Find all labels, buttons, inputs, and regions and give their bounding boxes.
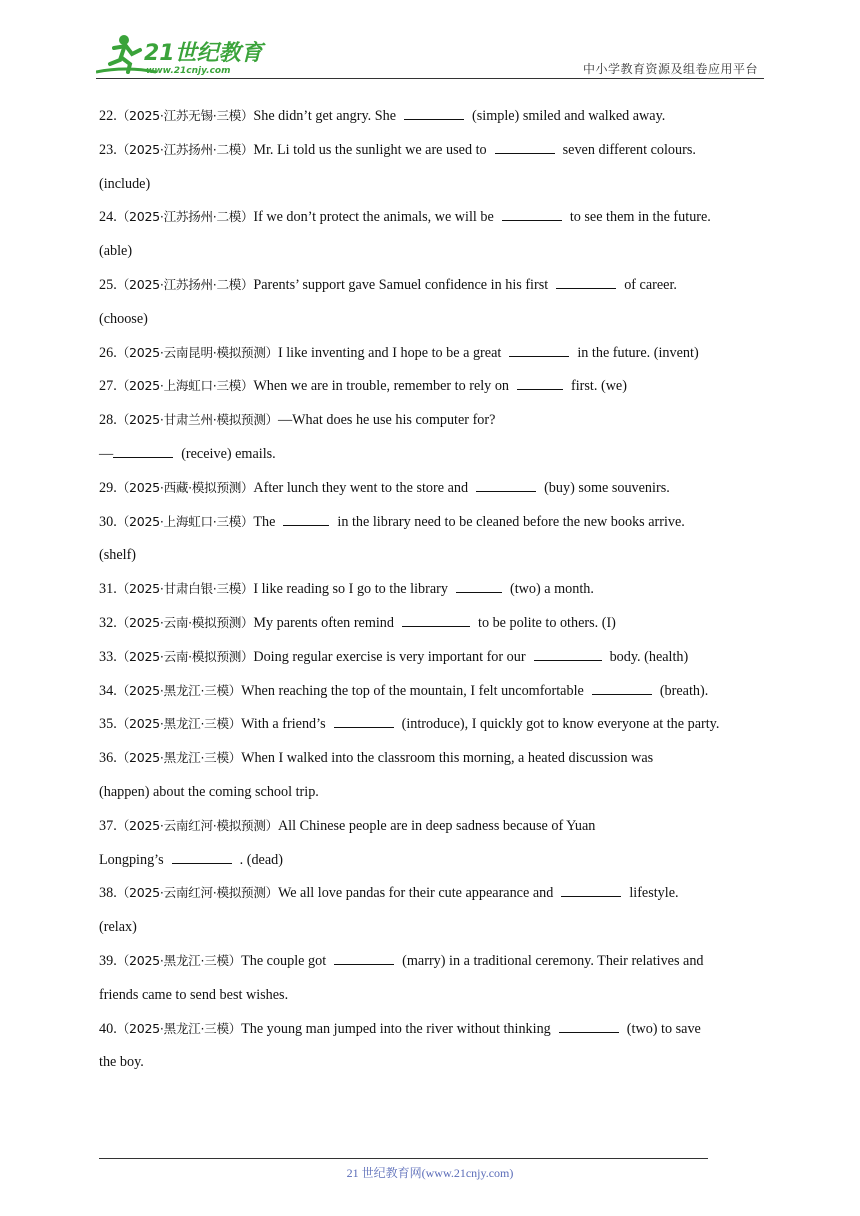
question-number: 24. bbox=[99, 209, 117, 226]
question-number: 40. bbox=[99, 1020, 117, 1037]
question-line bbox=[99, 712, 769, 746]
question-number: 33. bbox=[99, 648, 117, 665]
question-number: 22. bbox=[99, 108, 117, 124]
page-header bbox=[96, 30, 764, 79]
answer-blank[interactable] bbox=[509, 342, 569, 357]
question-hint: to be polite to others. (I) bbox=[478, 614, 616, 631]
question-line bbox=[99, 510, 769, 544]
question-hint: body. (health) bbox=[609, 648, 689, 665]
question-source: （2025·甘肃白银·三模） bbox=[116, 581, 254, 597]
question-source: （2025·江苏扬州·二模） bbox=[116, 141, 254, 157]
question-line bbox=[99, 341, 769, 375]
question-source: （2025·上海虹口·三模） bbox=[116, 378, 254, 394]
question-hint: (marry) in a traditional ceremony. Their relatives and bbox=[402, 952, 704, 969]
question-continuation bbox=[99, 915, 769, 949]
question-continuation bbox=[99, 848, 769, 882]
question-continuation bbox=[99, 239, 769, 273]
logo-icon bbox=[96, 30, 266, 76]
question-continuation bbox=[99, 172, 769, 206]
question-source: （2025·云南·模拟预测） bbox=[116, 648, 254, 664]
logo-url: www.21cnjy.com bbox=[146, 66, 231, 76]
question-text: My parents often remind bbox=[253, 614, 394, 631]
question-text: We all love pandas for their cute appearance and bbox=[277, 885, 554, 902]
question-hint: (breath). bbox=[659, 682, 709, 699]
question-number: 23. bbox=[99, 141, 117, 158]
question-number: 35. bbox=[99, 716, 117, 733]
question-continuation bbox=[99, 1050, 769, 1084]
question-line bbox=[99, 104, 769, 138]
question-source: （2025·江苏无锡·三模） bbox=[116, 108, 254, 123]
question-hint: (simple) smiled and walked away. bbox=[472, 108, 666, 124]
question-source: （2025·云南红河·模拟预测） bbox=[116, 885, 278, 901]
question-number: 31. bbox=[99, 581, 117, 598]
question-number: 38. bbox=[99, 885, 117, 902]
answer-blank[interactable] bbox=[334, 713, 394, 728]
question-line bbox=[99, 374, 769, 408]
question-hint: (buy) some souvenirs. bbox=[544, 479, 670, 496]
question-line bbox=[99, 645, 769, 679]
question-hint: (two) to save bbox=[626, 1020, 701, 1037]
question-continuation bbox=[99, 307, 769, 341]
question-text: When reaching the top of the mountain, I felt uncomfortable bbox=[241, 682, 584, 699]
question-continuation bbox=[99, 780, 769, 814]
question-source: （2025·甘肃兰州·模拟预测） bbox=[116, 412, 278, 428]
question-line bbox=[99, 881, 769, 915]
question-line bbox=[99, 1017, 769, 1051]
question-continuation bbox=[99, 543, 769, 577]
question-hint: (introduce), I quickly got to know everyone at the party. bbox=[401, 716, 720, 733]
question-line bbox=[99, 814, 769, 848]
answer-blank[interactable] bbox=[404, 105, 464, 120]
question-hint: (two) a month. bbox=[509, 581, 594, 598]
question-line bbox=[99, 577, 769, 611]
question-hint: first. (we) bbox=[571, 378, 627, 395]
question-line bbox=[99, 476, 769, 510]
question-hint: (choose) bbox=[99, 310, 148, 327]
question-number: 37. bbox=[99, 817, 117, 834]
question-line bbox=[99, 679, 769, 713]
question-hint: the boy. bbox=[99, 1054, 144, 1071]
footer-divider bbox=[99, 1158, 708, 1159]
answer-blank[interactable] bbox=[561, 882, 621, 897]
question-hint: (shelf) bbox=[99, 547, 137, 564]
question-continuation bbox=[99, 442, 769, 476]
question-source: （2025·黑龙江·三模） bbox=[116, 1020, 242, 1036]
question-line bbox=[99, 408, 769, 442]
answer-blank[interactable] bbox=[172, 849, 232, 864]
answer-blank[interactable] bbox=[476, 477, 536, 492]
question-source: （2025·云南昆明·模拟预测） bbox=[116, 344, 278, 360]
question-hint: (receive) emails. bbox=[181, 445, 276, 462]
question-continuation bbox=[99, 983, 769, 1017]
question-text: When we are in trouble, remember to rely on bbox=[253, 378, 510, 395]
question-hint: . (dead) bbox=[239, 851, 283, 868]
answer-blank[interactable] bbox=[334, 950, 394, 965]
question-hint: (relax) bbox=[99, 919, 137, 936]
answer-blank[interactable] bbox=[534, 646, 602, 661]
answer-blank[interactable] bbox=[283, 511, 329, 526]
question-source: （2025·黑龙江·三模） bbox=[116, 952, 242, 968]
platform-title: 中小学教育资源及组卷应用平台 bbox=[582, 62, 758, 76]
question-source: （2025·云南红河·模拟预测） bbox=[116, 817, 278, 833]
question-hint: in the library need to be cleaned before the new books arrive. bbox=[337, 513, 685, 530]
question-list bbox=[99, 104, 769, 1084]
question-number: 26. bbox=[99, 344, 117, 361]
question-line bbox=[99, 611, 769, 645]
question-text: With a friend’s bbox=[241, 716, 326, 733]
question-hint: to see them in the future. bbox=[569, 209, 711, 226]
logo-text: 21世纪教育 bbox=[144, 41, 263, 66]
question-source: （2025·西藏·模拟预测） bbox=[116, 479, 254, 495]
question-text: Doing regular exercise is very important for our bbox=[253, 648, 526, 665]
question-hint: of career. bbox=[624, 276, 677, 293]
question-hint: (able) bbox=[99, 243, 133, 260]
question-source: （2025·云南·模拟预测） bbox=[116, 614, 254, 630]
question-line bbox=[99, 949, 769, 983]
question-number: 34. bbox=[99, 682, 117, 699]
question-text: All Chinese people are in deep sadness because of Yuan bbox=[277, 817, 596, 834]
question-hint: seven different colours. bbox=[562, 141, 696, 158]
question-source: （2025·江苏扬州·二模） bbox=[116, 209, 254, 225]
question-number: 30. bbox=[99, 513, 117, 530]
question-text: Parents’ support gave Samuel confidence in his first bbox=[253, 276, 549, 293]
question-text: The young man jumped into the river without thinking bbox=[241, 1020, 551, 1037]
question-source: （2025·黑龙江·三模） bbox=[116, 750, 242, 766]
question-text: The couple got bbox=[241, 952, 327, 969]
footer-text: 21 世纪教育网(www.21cnjy.com) bbox=[346, 1166, 514, 1180]
question-number: 39. bbox=[99, 952, 117, 969]
question-number: 29. bbox=[99, 479, 117, 496]
question-number: 36. bbox=[99, 750, 117, 767]
answer-blank[interactable] bbox=[495, 139, 555, 154]
question-number: 32. bbox=[99, 614, 117, 631]
question-text: Longping’s bbox=[99, 851, 164, 868]
answer-blank[interactable] bbox=[517, 375, 563, 390]
question-line bbox=[99, 746, 769, 780]
question-line bbox=[99, 205, 769, 239]
answer-blank[interactable] bbox=[402, 612, 470, 627]
question-text: Mr. Li told us the sunlight we are used to bbox=[253, 141, 487, 158]
question-hint: (include) bbox=[99, 175, 151, 192]
answer-blank[interactable] bbox=[113, 443, 173, 458]
question-text: She didn’t get angry. She bbox=[253, 108, 396, 124]
question-text: —What does he use his computer for? bbox=[277, 412, 496, 429]
question-hint: friends came to send best wishes. bbox=[99, 986, 289, 1003]
question-text: The bbox=[253, 513, 276, 530]
question-text: When I walked into the classroom this morning, a heated discussion was bbox=[241, 750, 654, 767]
question-text: I like reading so I go to the library bbox=[253, 581, 448, 598]
question-number: 27. bbox=[99, 378, 117, 395]
question-hint: lifestyle. bbox=[629, 885, 679, 902]
answer-blank[interactable] bbox=[559, 1018, 619, 1033]
answer-blank[interactable] bbox=[556, 274, 616, 289]
question-source: （2025·江苏扬州·二模） bbox=[116, 276, 254, 292]
answer-blank[interactable] bbox=[456, 578, 502, 593]
question-text: After lunch they went to the store and bbox=[253, 479, 469, 496]
answer-blank[interactable] bbox=[502, 206, 562, 221]
question-text: — bbox=[99, 445, 114, 462]
question-line bbox=[99, 138, 769, 172]
question-hint: in the future. (invent) bbox=[577, 344, 699, 361]
question-source: （2025·黑龙江·三模） bbox=[116, 716, 242, 732]
question-source: （2025·上海虹口·三模） bbox=[116, 513, 254, 529]
question-line bbox=[99, 273, 769, 307]
answer-blank[interactable] bbox=[592, 680, 652, 695]
question-source: （2025·黑龙江·三模） bbox=[116, 682, 242, 698]
question-text: If we don’t protect the animals, we will be bbox=[253, 209, 494, 226]
question-number: 28. bbox=[99, 412, 117, 429]
question-text: I like inventing and I hope to be a great bbox=[277, 344, 502, 361]
question-number: 25. bbox=[99, 276, 117, 293]
question-hint: (happen) about the coming school trip. bbox=[99, 783, 319, 800]
